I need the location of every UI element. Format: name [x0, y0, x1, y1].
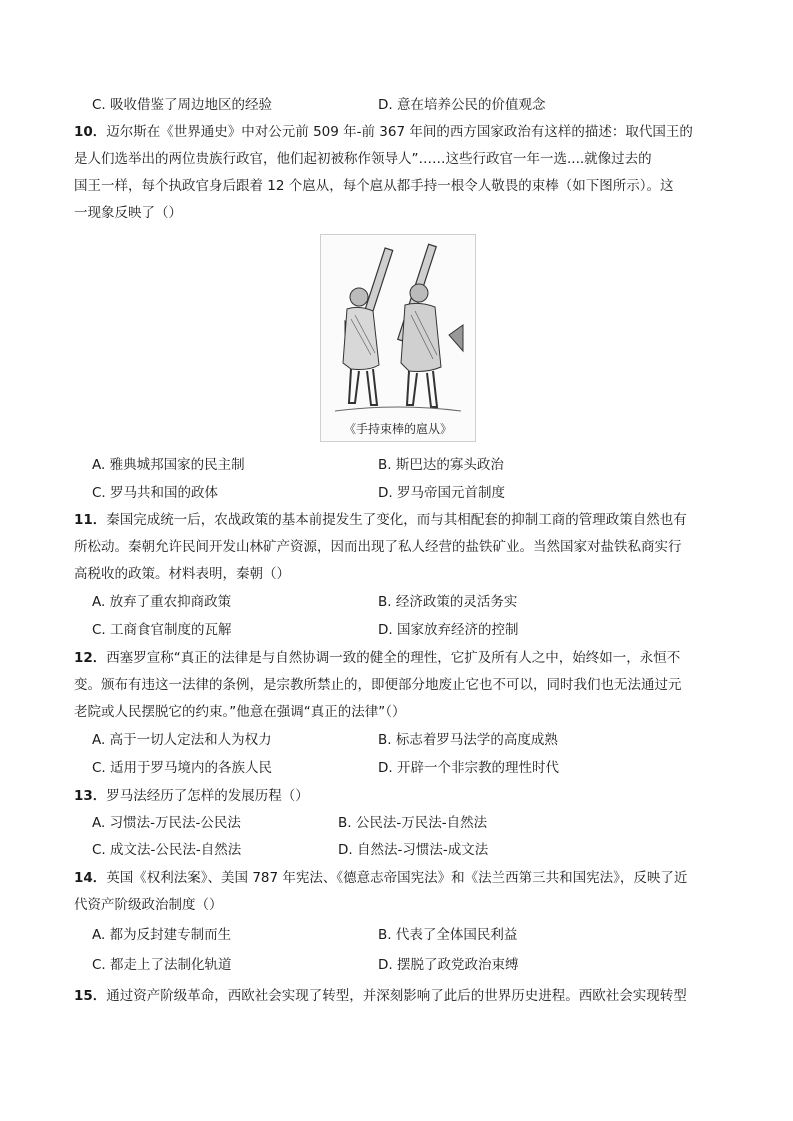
q13-option-b: B. 公民法-万民法-自然法	[338, 815, 488, 831]
q13-number: 13．	[74, 788, 107, 804]
q12-option-c: C. 适用于罗马境内的各族人民	[92, 760, 273, 776]
q14-number: 14．	[74, 870, 107, 886]
q10-stem-line-2: 是人们选举出的两位贵族行政官，他们起初被称作领导人”……这些行政官一年一选....就像过去的	[74, 151, 652, 167]
q11-text-1: 秦国完成统一后，农战政策的基本前提发生了变化，而与其相配套的抑制工商的管理政策自然也有	[106, 512, 687, 528]
q15-text-1: 通过资产阶级革命，西欧社会实现了转型，并深刻影响了此后的世界历史进程。西欧社会实现转型	[106, 988, 687, 1004]
q11-option-d: D. 国家放弃经济的控制	[378, 622, 519, 638]
q11-stem-line-3: 高税收的政策。材料表明，秦朝（）	[74, 566, 290, 582]
q13-option-a: A. 习惯法-万民法-公民法	[92, 815, 241, 831]
q9-option-d: D. 意在培养公民的价值观念	[378, 97, 546, 113]
q15-stem-line-1	[74, 986, 687, 1006]
q11-option-b: B. 经济政策的灵活务实	[378, 594, 518, 610]
q15-number: 15．	[74, 988, 107, 1004]
q12-option-b: B. 标志着罗马法学的高度成熟	[378, 732, 558, 748]
q12-stem-line-2: 变。颁布有违这一法律的条例，是宗教所禁止的，即便部分地废止它也不可以，同时我们也无法通过元	[74, 677, 682, 693]
q11-option-a: A. 放弃了重农抑商政策	[92, 594, 232, 610]
q12-text-1: 西塞罗宣称“真正的法律是与自然协调一致的健全的理性，它扩及所有人之中，始终如一，永恒不	[106, 650, 681, 666]
q11-stem-line-1	[74, 510, 687, 530]
q12-stem-line-1	[74, 648, 680, 668]
q9-option-c: C. 吸收借鉴了周边地区的经验	[92, 97, 273, 113]
q10-stem-line-1	[74, 122, 693, 142]
q14-option-a: A. 都为反封建专制而生	[92, 927, 232, 943]
q11-number: 11．	[74, 512, 107, 528]
q11-option-c: C. 工商食官制度的瓦解	[92, 622, 232, 638]
q14-stem-line-1	[74, 868, 687, 888]
q14-option-c: C. 都走上了法制化轨道	[92, 957, 232, 973]
q10-stem-line-3: 国王一样，每个执政官身后跟着 12 个扈从，每个扈从都手持一根令人敬畏的束棒（如下图所示）。这	[74, 178, 674, 194]
q14-text-1: 英国《权利法案》、美国 787 年宪法、《德意志帝国宪法》和《法兰西第三共和国宪法》，反映了近	[106, 870, 688, 886]
q10-stem-line-4: 一现象反映了（）	[74, 205, 182, 221]
q14-stem-line-2: 代资产阶级政治制度（）	[74, 897, 223, 913]
q10-option-b: B. 斯巴达的寡头政治	[378, 457, 504, 473]
q13-stem-line-1	[74, 786, 309, 806]
q12-option-d: D. 开辟一个非宗教的理性时代	[378, 760, 559, 776]
q12-number: 12．	[74, 650, 107, 666]
q13-option-c: C. 成文法-公民法-自然法	[92, 842, 242, 858]
q10-option-a: A. 雅典城邦国家的民主制	[92, 457, 245, 473]
q10-option-d: D. 罗马帝国元首制度	[378, 485, 505, 501]
q14-option-d: D. 摆脱了政党政治束缚	[378, 957, 519, 973]
q10-number: 10．	[74, 124, 107, 140]
q11-stem-line-2: 所松动。秦朝允许民间开发山林矿产资源，因而出现了私人经营的盐铁矿业。当然国家对盐铁私商实行	[74, 539, 682, 555]
q10-text-1: 迈尔斯在《世界通史》中对公元前 509 年-前 367 年间的西方国家政治有这样的描述：取代国王的	[106, 124, 693, 140]
lictors-drawing	[321, 235, 475, 421]
q13-option-d: D. 自然法-习惯法-成文法	[338, 842, 489, 858]
q14-option-b: B. 代表了全体国民利益	[378, 927, 518, 943]
q13-text-1: 罗马法经历了怎样的发展历程（）	[106, 788, 309, 804]
q12-option-a: A. 高于一切人定法和人为权力	[92, 732, 272, 748]
q10-option-c: C. 罗马共和国的政体	[92, 485, 219, 501]
lictor-illustration	[320, 234, 476, 442]
figure-caption: 《手持束棒的扈从》	[343, 422, 452, 436]
q12-stem-line-3: 老院或人民摆脱它的约束。”他意在强调“真正的法律”（）	[74, 704, 406, 720]
